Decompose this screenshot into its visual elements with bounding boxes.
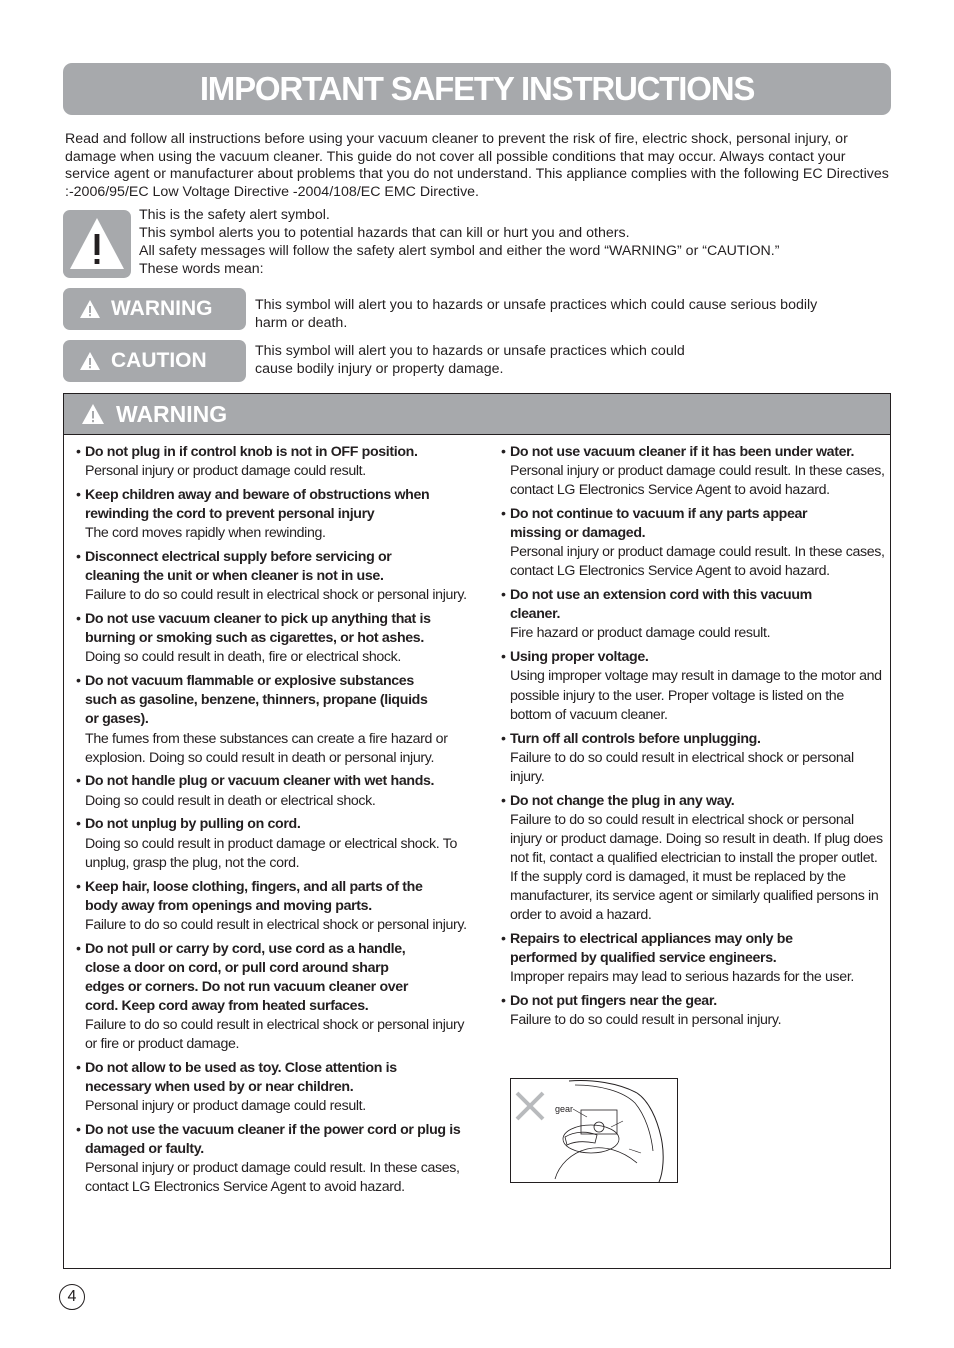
warning-item: • Repairs to electrical appliances may only be performed by qualified service engineers. Improper repairs may lead to serious hazards for the user. xyxy=(501,930,887,987)
page-number: 4 xyxy=(59,1284,85,1310)
warning-item: • Do not vacuum flammable or explosive substances such as gasoline, benzene, thinners, propane (liquids or gases). The fumes from these substances can create a fire hazard or explosion. Doing so could result in death or personal injury. xyxy=(76,672,472,767)
alert-line: All safety messages will follow the safety alert symbol and either the word “WARNING” or “CAUTION.” xyxy=(139,243,780,259)
warning-item: • Do not allow to be used as toy. Close attention is necessary when used by or near children. Personal injury or product damage could result. xyxy=(76,1059,472,1116)
warning-item: • Do not handle plug or vacuum cleaner with wet hands. Doing so could result in death or electrical shock. xyxy=(76,772,472,810)
warning-item-heading: Do not handle plug or vacuum cleaner with wet hands. xyxy=(85,773,435,790)
alert-line: This symbol alerts you to potential hazards that can kill or hurt you and others. xyxy=(139,225,630,241)
warning-item: • Do not use vacuum cleaner to pick up anything that is burning or smoking such as cigarettes, or hot ashes. Doing so could result in death, fire or electrical shock. xyxy=(76,610,472,667)
warning-item-text: The cord moves rapidly when rewinding. xyxy=(85,525,326,542)
warning-item-heading: Keep children away and beware of obstructions when rewinding the cord to prevent personal injury xyxy=(85,486,430,523)
caution-label: CAUTION xyxy=(111,349,207,372)
warning-item-text: Failure to do so could result in electrical shock or personal injury or product damage. Doing so result in death. If plug does not fit, contact a qualified electrician to install the proper outlet. xyxy=(510,811,883,866)
warning-panel-header xyxy=(64,394,890,435)
warning-item-heading: Do not unplug by pulling on cord. xyxy=(85,816,301,833)
warning-triangle-icon xyxy=(79,299,101,319)
warning-item: • Do not use vacuum cleaner if it has been under water. Personal injury or product damage could result. In these cases, contact LG Electronics Service Agent to avoid hazard. xyxy=(501,443,887,500)
warning-item-heading: Do not use the vacuum cleaner if the power cord or plug is damaged or faulty. xyxy=(85,1122,461,1158)
warning-item-heading: Repairs to electrical appliances may only be performed by qualified service engineers. xyxy=(510,931,793,967)
warning-item: • Do not use an extension cord with this vacuum cleaner. Fire hazard or product damage could result. xyxy=(501,586,887,643)
warning-item-heading: Using proper voltage. xyxy=(510,649,649,666)
warning-item: • Do not use the vacuum cleaner if the power cord or plug is damaged or faulty. Personal injury or product damage could result. In these cases, contact LG Electronics Service Agent to avoid hazard. xyxy=(76,1121,472,1197)
alert-symbol-description xyxy=(139,206,899,278)
intro-paragraph: Read and follow all instructions before using your vacuum cleaner to prevent the risk of fire, electric shock, personal injury, or damage when using the vacuum cleaner. This guide do not cover all possible conditions that may occur. Always contact your service agent or manufacturer about problems that you do not understand. This appliance complies with the following EC Directives :-2006/95/EC Low Voltage Directive -2004/108/EC EMC Directive. xyxy=(65,131,889,200)
warning-item: • Keep hair, loose clothing, fingers, and all parts of the body away from openings and moving parts. Failure to do so could result in electrical shock or personal injury. xyxy=(76,878,472,935)
warning-column-right xyxy=(501,443,887,1035)
warning-item-heading: Turn off all controls before unplugging. xyxy=(510,730,761,747)
warning-column-left xyxy=(76,443,472,1202)
warning-item-text: Doing so could result in product damage or electrical shock. To unplug, grasp the plug, not the cord. xyxy=(85,835,457,871)
warning-item-heading: Do not pull or carry by cord, use cord as a handle, close a door on cord, or pull cord around sharp edges or corners. Do not run vacuum cleaner over cord. Keep cord away from heated surfaces. xyxy=(85,940,409,1014)
prohibited-x-icon xyxy=(517,1093,543,1119)
warning-item-text: Personal injury or product damage could result. In these cases, contact LG Electronics Service Agent to avoid hazard. xyxy=(510,544,885,580)
warning-item-heading: Do not continue to vacuum if any parts appear missing or damaged. xyxy=(510,506,808,542)
warning-item-text: Personal injury or product damage could result. In these cases, contact LG Electronics Service Agent to avoid hazard. xyxy=(510,463,885,499)
warning-item-heading: Do not use an extension cord with this vacuum cleaner. xyxy=(510,587,812,623)
warning-item-text: The fumes from these substances can create a fire hazard or explosion. Doing so could result in death or personal injury. xyxy=(85,730,448,766)
warning-item-text: Fire hazard or product damage could result. xyxy=(510,625,771,642)
warning-item-text: Failure to do so could result in electrical shock or personal injury or fire or product damage. xyxy=(85,1017,465,1053)
warning-label: WARNING xyxy=(111,297,213,320)
warning-item-heading: Do not vacuum flammable or explosive substances such as gasoline, benzene, thinners, propane (liquids or gases). xyxy=(85,673,428,728)
caution-label-box xyxy=(63,340,246,382)
warning-item-text: Doing so could result in death or electrical shock. xyxy=(85,792,376,809)
safety-alert-icon xyxy=(63,210,131,278)
warning-item-heading: Do not use vacuum cleaner to pick up anything that is burning or smoking such as cigarettes, or hot ashes. xyxy=(85,611,431,647)
warning-item-heading: Do not plug in if control knob is not in OFF position. xyxy=(85,444,418,460)
warning-item: • Do not unplug by pulling on cord. Doing so could result in product damage or electrical shock. To unplug, grasp the plug, not the cord. xyxy=(76,815,472,872)
warning-item-heading: Do not allow to be used as toy. Close attention is necessary when used by or near children. xyxy=(85,1059,397,1096)
warning-item: • Disconnect electrical supply before servicing or cleaning the unit or when cleaner is not in use. Failure to do so could result in electrical shock or personal injury. xyxy=(76,548,472,605)
warning-item: • Keep children away and beware of obstructions when rewinding the cord to prevent personal injury The cord moves rapidly when rewinding. xyxy=(76,486,472,543)
page-title: IMPORTANT SAFETY INSTRUCTIONS xyxy=(199,70,755,107)
warning-panel-title: WARNING xyxy=(116,400,228,427)
warning-item: • Turn off all controls before unplugging. Failure to do so could result in electrical shock or personal injury. xyxy=(501,730,887,787)
warning-item-text: Failure to do so could result in electrical shock or personal injury. xyxy=(85,587,467,604)
warning-item: • Do not pull or carry by cord, use cord as a handle, close a door on cord, or pull cord around sharp edges or corners. Do not run vacuum cleaner over cord. Keep cord away from heated surfaces. Failure to do so could result in electrical shock or personal injury or fire or product damage. xyxy=(76,940,472,1055)
warning-item: • Do not continue to vacuum if any parts appear missing or damaged. Personal injury or product damage could result. In these cases, contact LG Electronics Service Agent to avoid hazard. xyxy=(501,505,887,581)
warning-item-text: Doing so could result in death, fire or electrical shock. xyxy=(85,649,401,666)
caution-definition: This symbol will alert you to hazards or unsafe practices which could cause bodily injury or property damage. xyxy=(255,343,685,377)
warning-item-text: Personal injury or product damage could result. In these cases, contact LG Electronics Service Agent to avoid hazard. xyxy=(85,1160,460,1196)
warning-label-box xyxy=(63,288,246,330)
caution-triangle-icon xyxy=(79,351,101,371)
warning-item-text: Using improper voltage may result in damage to the motor and possible injury to the user. Proper voltage is listed on the bottom of vacuum cleaner. xyxy=(510,668,882,723)
warning-item-text: Personal injury or product damage could result. xyxy=(85,1098,366,1115)
warning-item-heading: Disconnect electrical supply before servicing or cleaning the unit or when cleaner is not in use. xyxy=(85,549,392,585)
warning-triangle-icon xyxy=(81,403,105,425)
warning-item-text: Improper repairs may lead to serious hazards for the user. xyxy=(510,969,855,986)
warning-item-heading: Do not put fingers near the gear. xyxy=(510,993,717,1010)
alert-line: This is the safety alert symbol. xyxy=(139,207,330,223)
warning-item: • Do not change the plug in any way. Failure to do so could result in electrical shock or personal injury or product damage. Doing so result in death. If plug does not fit, contact a qualified electrician to install the proper outlet. If the supply cord is damaged, it must be replaced by the manufacturer, its service agent or similarly qualified persons in order to avoid a hazard. xyxy=(501,792,887,926)
warning-item-text: If the supply cord is damaged, it must be replaced by the manufacturer, its service agent or similarly qualified persons in order to avoid a hazard. xyxy=(510,868,879,924)
warning-item-text: Failure to do so could result in electrical shock or personal injury. xyxy=(85,916,467,933)
warning-panel xyxy=(63,393,891,1269)
warning-definition: This symbol will alert you to hazards or unsafe practices which could cause serious bodily harm or death. xyxy=(255,297,818,331)
gear-label: gear xyxy=(555,1104,574,1114)
warning-item: • Using proper voltage. Using improper voltage may result in damage to the motor and possible injury to the user. Proper voltage is listed on the bottom of vacuum cleaner. xyxy=(501,648,887,724)
gear-warning-figure xyxy=(510,1078,678,1183)
warning-item-text: Failure to do so could result in personal injury. xyxy=(510,1012,782,1029)
alert-line: These words mean: xyxy=(139,261,264,277)
warning-item-text: Personal injury or product damage could result. xyxy=(85,463,366,480)
warning-item-heading: Do not change the plug in any way. xyxy=(510,792,735,809)
warning-item-heading: Keep hair, loose clothing, fingers, and all parts of the body away from openings and moving parts. xyxy=(85,878,423,914)
warning-item: • Do not plug in if control knob is not in OFF position. Personal injury or product damage could result. xyxy=(76,443,472,481)
title-banner xyxy=(63,63,891,115)
warning-item: • Do not put fingers near the gear. Failure to do so could result in personal injury. xyxy=(501,992,887,1030)
warning-item-text: Failure to do so could result in electrical shock or personal injury. xyxy=(510,749,854,785)
warning-item-heading: Do not use vacuum cleaner if it has been under water. xyxy=(510,444,855,460)
